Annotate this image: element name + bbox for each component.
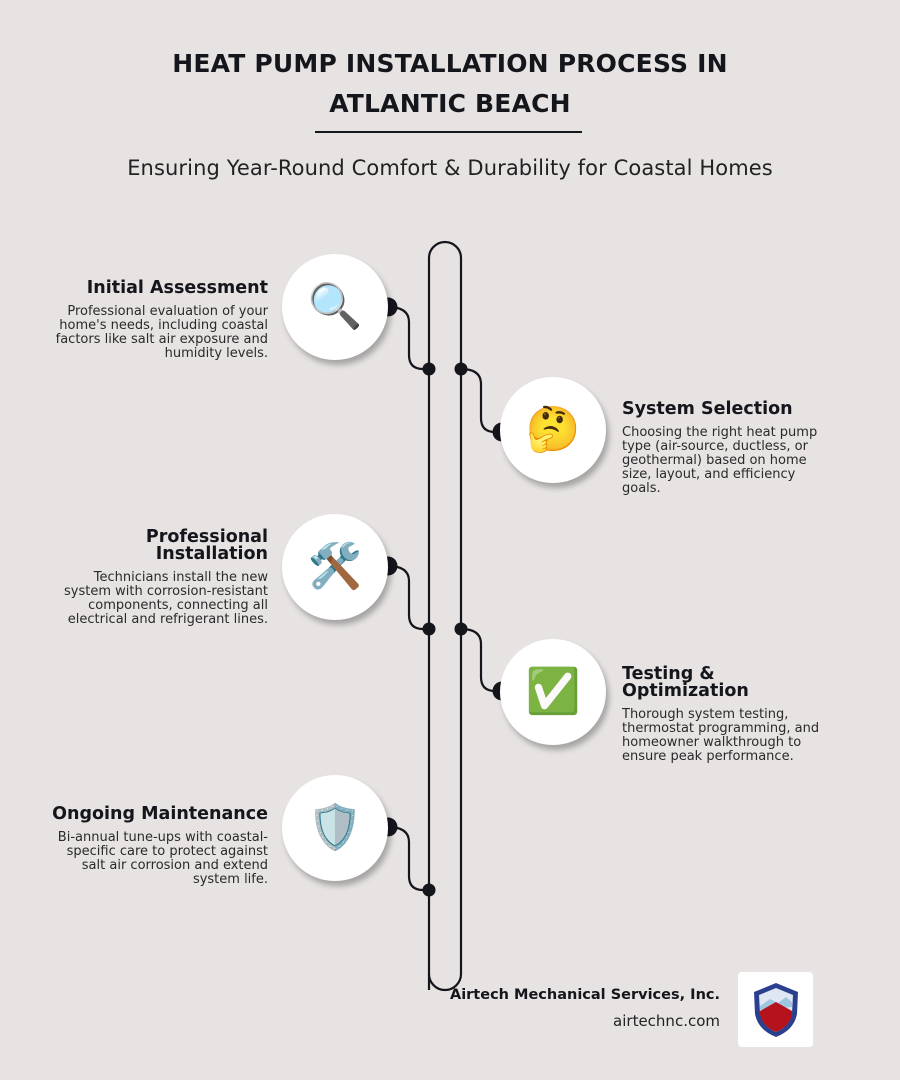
check-mark-button-icon: ✅ xyxy=(525,666,581,717)
footer-company-name: Airtech Mechanical Services, Inc. xyxy=(449,987,720,1003)
step-2-title: System Selection xyxy=(622,399,793,419)
step-1-description: Professional evaluation of your home's needs, including coastal factors like salt air exposure and humidity levels. xyxy=(55,304,268,361)
title-line-2: ATLANTIC BEACH xyxy=(329,89,571,118)
title-line-1: HEAT PUMP INSTALLATION PROCESS IN xyxy=(172,49,728,78)
step-1-icon-circle xyxy=(282,254,388,360)
thinking-face-icon: 🤔 xyxy=(525,404,581,455)
step-4-description: Thorough system testing, thermostat programming, and homeowner walkthrough to ensure peak performance. xyxy=(622,707,820,764)
step-1-title: Initial Assessment xyxy=(86,278,268,298)
step-3-icon-circle xyxy=(282,514,388,620)
step-3-text xyxy=(50,529,268,627)
step-4-icon-circle xyxy=(500,639,606,745)
step-4-text xyxy=(622,666,842,764)
hammer-and-wrench-icon: 🛠️ xyxy=(307,541,363,592)
step-4-title: Testing & Optimization xyxy=(622,664,749,701)
magnifying-glass-icon: 🔍 xyxy=(307,281,363,332)
step-2-description: Choosing the right heat pump type (air-source, ductless, or geothermal) based on home size, layout, and efficiency goals. xyxy=(622,425,818,496)
step-5-title: Ongoing Maintenance xyxy=(52,804,268,824)
step-3-title: Professional Installation xyxy=(145,527,268,564)
step-3-description: Technicians install the new system with corrosion-resistant components, connecting all electrical and refrigerant lines. xyxy=(64,570,268,627)
step-5-icon-circle xyxy=(282,775,388,881)
footer-website-link[interactable]: airtechnc.com xyxy=(613,1012,720,1030)
step-5-text xyxy=(40,806,268,887)
shield-icon: 🛡️ xyxy=(307,802,363,853)
step-5-description: Bi-annual tune-ups with coastal-specific care to protect against salt air corrosion and extend system life. xyxy=(57,830,268,887)
step-2-text xyxy=(622,401,837,496)
page-subtitle: Ensuring Year-Round Comfort & Durability for Coastal Homes xyxy=(127,156,773,180)
step-2-icon-circle xyxy=(500,377,606,483)
step-1-text xyxy=(40,280,268,361)
company-shield-logo-icon xyxy=(748,980,804,1040)
company-logo xyxy=(738,972,813,1047)
